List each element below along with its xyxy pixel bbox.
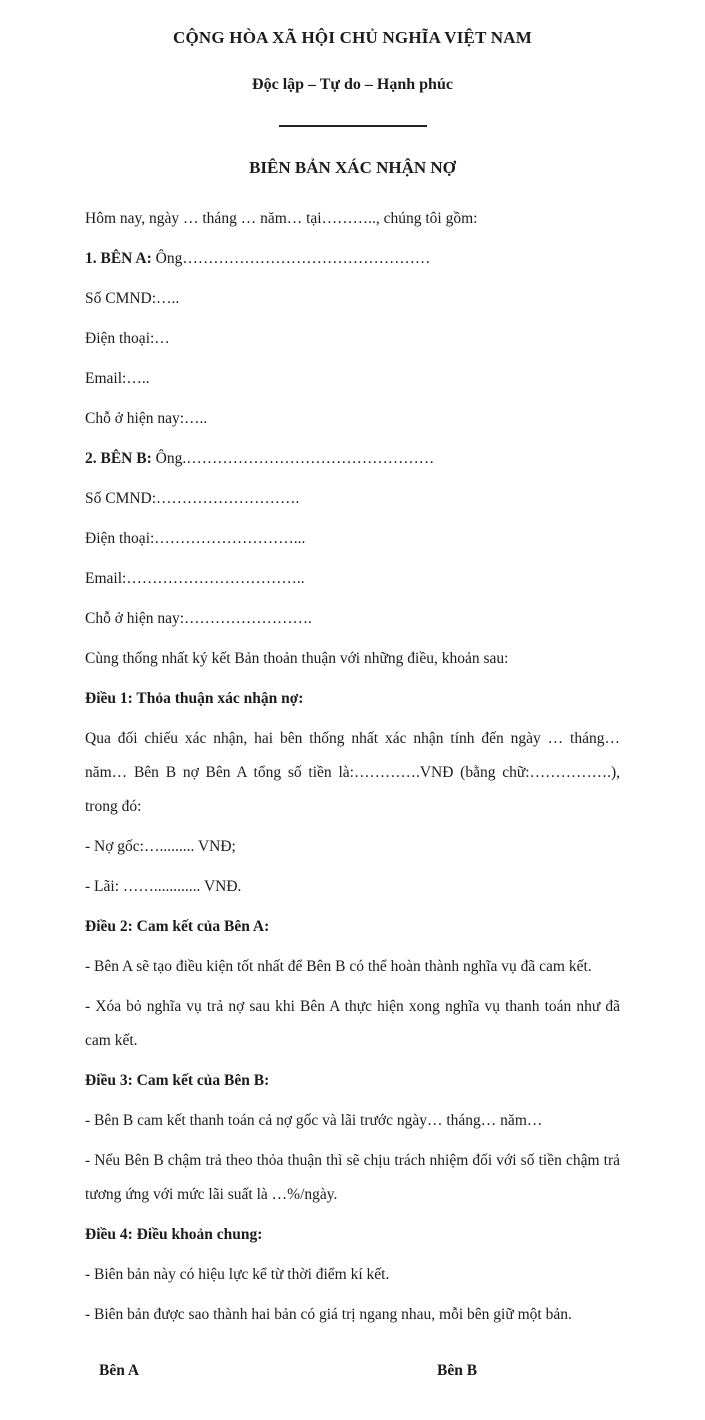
party-b-id-line: Số CMND:………………………. — [85, 490, 300, 507]
article-3 — [85, 1064, 620, 1212]
article-1-interest-line: - Lãi: ……............ VNĐ. — [85, 878, 242, 895]
party-b-heading — [85, 442, 620, 476]
signature-row — [85, 1362, 620, 1396]
party-a-phone-line: Điện thoại:… — [85, 330, 170, 347]
signature-party-b: Bên B — [437, 1362, 478, 1379]
article-3-paragraph-1: - Bên B cam kết thanh toán cả nợ gốc và lãi trước ngày… tháng… năm… — [85, 1112, 543, 1129]
national-title: CỘNG HÒA XÃ HỘI CHỦ NGHĨA VIỆT NAM — [173, 28, 532, 47]
agreement-intro-line: Cùng thống nhất ký kết Bản thoản thuận với những điều, khoản sau: — [85, 650, 509, 667]
national-motto: Độc lập – Tự do – Hạnh phúc — [252, 76, 453, 93]
article-2-paragraph-2: - Xóa bỏ nghĩa vụ trả nợ sau khi Bên A thực hiện xong nghĩa vụ thanh toán như đã cam kết. — [85, 998, 620, 1049]
intro-line: Hôm nay, ngày … tháng … năm… tại……….., chúng tôi gồm: — [85, 210, 478, 227]
party-b-address-line: Chỗ ở hiện nay:……………………. — [85, 610, 312, 627]
party-b-name-line: Ông.………………………………………… — [155, 450, 435, 467]
article-4-paragraph-2: - Biên bản được sao thành hai bản có giá trị ngang nhau, mỗi bên giữ một bản. — [85, 1306, 572, 1323]
article-4-heading: Điều 4: Điều khoản chung: — [85, 1226, 263, 1243]
header-divider — [279, 125, 427, 127]
party-a-id-line: Số CMND:….. — [85, 290, 180, 307]
party-a-heading — [85, 242, 620, 276]
article-2 — [85, 910, 620, 1058]
party-a-name-line: Ông………………………………………… — [155, 250, 431, 267]
article-2-paragraph-1: - Bên A sẽ tạo điều kiện tốt nhất để Bên B có thể hoàn thành nghĩa vụ đã cam kết. — [85, 958, 592, 975]
article-2-heading: Điều 2: Cam kết của Bên A: — [85, 918, 270, 935]
party-a-address-line: Chỗ ở hiện nay:….. — [85, 410, 208, 427]
article-4 — [85, 1218, 620, 1332]
document-header — [85, 28, 620, 178]
signature-party-a: Bên A — [99, 1362, 140, 1379]
article-1 — [85, 682, 620, 904]
party-a-email-line: Email:….. — [85, 370, 150, 387]
party-b-label: 2. BÊN B: — [85, 450, 156, 467]
party-a-label: 1. BÊN A: — [85, 250, 156, 267]
article-1-paragraph: Qua đối chiếu xác nhận, hai bên thống nhất xác nhận tính đến ngày … tháng… năm… Bên B nợ Bên A tổng số tiền là:………….VNĐ (bằng chữ:…………….), trong đó: — [85, 730, 620, 815]
article-1-principal-line: - Nợ gốc:…......... VNĐ; — [85, 838, 236, 855]
document-body — [85, 202, 620, 1396]
party-b-phone-line: Điện thoại:………………………... — [85, 530, 306, 547]
article-3-heading: Điều 3: Cam kết của Bên B: — [85, 1072, 270, 1089]
party-b-email-line: Email:…………………………….. — [85, 570, 305, 587]
article-1-heading: Điều 1: Thỏa thuận xác nhận nợ: — [85, 690, 304, 707]
article-4-paragraph-1: - Biên bản này có hiệu lực kể từ thời điểm kí kết. — [85, 1266, 390, 1283]
document-title: BIÊN BẢN XÁC NHẬN NỢ — [249, 158, 456, 177]
article-3-paragraph-2: - Nếu Bên B chậm trả theo thỏa thuận thì sẽ chịu trách nhiệm đối với số tiền chậm trả tương ứng với mức lãi suất là …%/ngày. — [85, 1152, 620, 1203]
